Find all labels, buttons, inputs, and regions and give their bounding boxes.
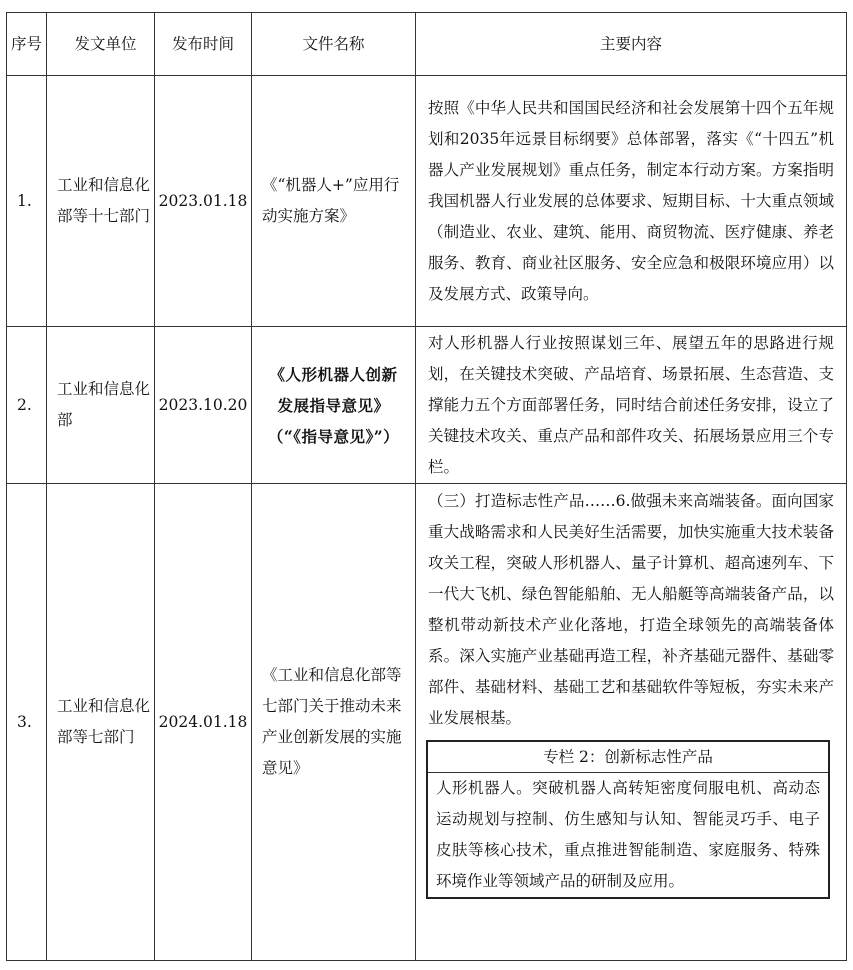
row-content: 按照《中华人民共和国国民经济和社会发展第十四个五年规划和2035年远景目标纲要》总体部署，落实《“十四五”机器人产业发展规划》重点任务，制定本行动方案。方案指明我国机器人行业发展的总体要求、短期目标、十大重点领域（制造业、农业、建筑、能用、商贸物流、医疗健康、养老服务、教育、商业社区服务、安全应急和极限环境应用）以及发展方式、政策导向。 — [416, 76, 847, 327]
row-content-cell — [416, 484, 847, 961]
row-name: 《“机器人+”应用行动实施方案》 — [252, 76, 416, 327]
table-row — [7, 76, 847, 327]
row-content: （三）打造标志性产品……6.做强未来高端装备。面向国家重大战略需求和人民美好生活需要，加快实施重大技术装备攻关工程，突破人形机器人、量子计算机、超高速列车、下一代大飞机、绿色智能船舶、无人船艇等高端装备产品，以整机带动新技术产业化落地，打造全球领先的高端装备体系。深入实施产业基础再造工程，补齐基础元器件、基础零部件、基础材料、基础工艺和基础软件等短板，夯实未来产业发展根基。 — [428, 492, 834, 727]
table-row — [7, 327, 847, 484]
row-org: 工业和信息化部等七部门 — [47, 484, 155, 961]
header-org: 发文单位 — [47, 13, 155, 76]
header-name: 文件名称 — [252, 13, 416, 76]
row-date: 2023.01.18 — [155, 76, 252, 327]
column-box — [426, 740, 830, 899]
row-content: 对人形机器人行业按照谋划三年、展望五年的思路进行规划，在关键技术突破、产品培育、场景拓展、生态营造、支撑能力五个方面部署任务，同时结合前述任务安排，设立了关键技术攻关、重点产品和部件攻关、拓展场景应用三个专栏。 — [416, 327, 847, 484]
row-name: 《人形机器人创新发展指导意见》（“《指导意见》”） — [252, 327, 416, 484]
policy-table — [6, 12, 847, 961]
header-date: 发布时间 — [155, 13, 252, 76]
row-idx: 2. — [7, 327, 47, 484]
header-row — [7, 13, 847, 76]
row-idx: 3. — [7, 484, 47, 961]
row-idx: 1. — [7, 76, 47, 327]
column-box-body: 人形机器人。突破机器人高转矩密度伺服电机、高动态运动规划与控制、仿生感知与认知、智能灵巧手、电子皮肤等核心技术，重点推进智能制造、家庭服务、特殊环境作业等领域产品的研制及应用。 — [436, 779, 820, 890]
table-row — [7, 484, 847, 961]
column-box-title: 专栏 2：创新标志性产品 — [428, 742, 828, 773]
row-name: 《工业和信息化部等七部门关于推动未来产业创新发展的实施意见》 — [252, 484, 416, 961]
header-idx: 序号 — [7, 13, 47, 76]
row-org: 工业和信息化部 — [47, 327, 155, 484]
header-content: 主要内容 — [416, 13, 847, 76]
row-date: 2023.10.20 — [155, 327, 252, 484]
row-org: 工业和信息化部等十七部门 — [47, 76, 155, 327]
row-date: 2024.01.18 — [155, 484, 252, 961]
